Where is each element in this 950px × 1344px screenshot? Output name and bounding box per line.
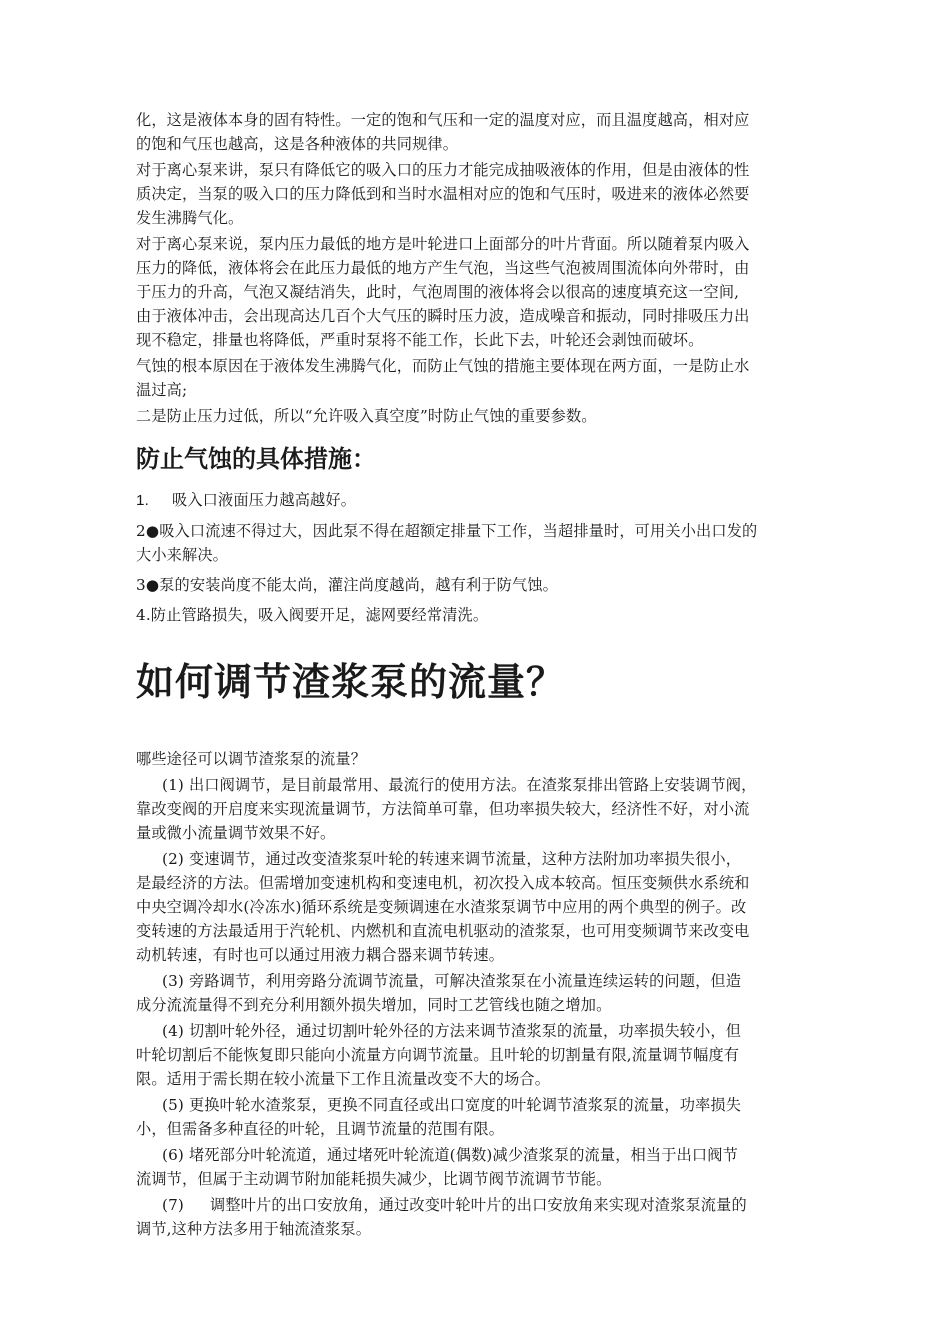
- method-number: (7): [162, 1196, 184, 1214]
- text-line: 质决定，当泵的吸入口的压力降低到和当时水温相对应的饱和气压时，吸进来的液体必然要: [136, 185, 750, 203]
- text-line: (2) 变速调节，通过改变渣浆泵叶轮的转速来调节流量，这种方法附加功率损失很小，: [162, 850, 742, 868]
- paragraph-suction: [136, 158, 826, 230]
- method-bypass: [136, 969, 826, 1017]
- text-line: 成分流流量得不到充分利用额外损失增加，同时工艺管线也随之增加。: [136, 996, 612, 1014]
- text-line: 发生沸腾气化。: [136, 209, 244, 227]
- text-line: 温过高;: [136, 381, 188, 399]
- text-line: [136, 1193, 826, 1217]
- text-line: 压力的降低，液体将会在此压力最低的地方产生气泡，当这些气泡被周围流体向外带时，由: [136, 259, 750, 277]
- method-speed-control: [136, 847, 826, 967]
- text-line: 流调节，但属于主动调节附加能耗损失减少，比调节阀节流调节节能。: [136, 1170, 612, 1188]
- text-line: 化，这是液体本身的固有特性。一定的饱和气压和一定的温度对应，而且温度越高，相对应: [136, 111, 750, 129]
- text-line: 的饱和气压也越高，这是各种液体的共同规律。: [136, 135, 459, 153]
- list-number: 1.: [136, 492, 149, 509]
- text-line: (1) 出口阀调节，是目前最常用、最流行的使用方法。在渣浆泵排出管路上安装调节阀，: [162, 776, 757, 794]
- method-block-channels: [136, 1143, 826, 1191]
- list-item: 3●泵的安装尚度不能太尚，灌注尚度越尚，越有利于防气蚀。: [136, 576, 558, 594]
- text-line: 叶轮切割后不能恢复即只能向小流量方向调节流量。且叶轮的切割量有限,流量调节幅度有: [136, 1046, 740, 1064]
- method-outlet-valve: [136, 773, 826, 845]
- text-line: 小，但需备多种直径的叶轮，且调节流量的范围有限。: [136, 1120, 505, 1138]
- heading-cavitation-measures: 防止气蚀的具体措施：: [136, 444, 376, 473]
- document-page: [136, 108, 826, 1243]
- method-impeller-trim: [136, 1019, 826, 1091]
- method-blade-angle: [136, 1193, 826, 1241]
- paragraph-vapor-pressure: [136, 108, 826, 156]
- text-line: (5) 更换叶轮水渣浆泵，更换不同直径或出口宽度的叶轮调节渣浆泵的流量，功率损失: [162, 1096, 742, 1114]
- text-line: 调节,这种方法多用于轴流渣浆泵。: [136, 1220, 372, 1238]
- text-line: 2●吸入口流速不得过大，因此泵不得在超额定排量下工作，当超排量时，可用关小出口发的: [136, 522, 758, 540]
- text-line: 由于液体冲击，会出现高达几百个大气压的瞬时压力波，造成噪音和振动，同时排吸压力出: [136, 307, 750, 325]
- text-line: 对于离心泵来说，泵内压力最低的地方是叶轮进口上面部分的叶片背面。所以随着泵内吸入: [136, 235, 750, 253]
- text-line: 是最经济的方法。但需增加变速机构和变速电机，初次投入成本较高。恒压变频供水系统和: [136, 874, 750, 892]
- text-line: 大小来解决。: [136, 546, 229, 564]
- method-text: 调整叶片的出口安放角，通过改变叶轮叶片的出口安放角来实现对渣浆泵流量的: [210, 1196, 747, 1214]
- text-line: 限。适用于需长期在较小流量下工作且流量改变不大的场合。: [136, 1070, 551, 1088]
- list-item: [136, 519, 826, 567]
- heading-flow-regulation: 如何调节渣浆泵的流量？: [136, 659, 566, 704]
- paragraph-root-cause: [136, 354, 826, 402]
- text-line: 气蚀的根本原因在于液体发生沸腾气化，而防止气蚀的措施主要体现在两方面，一是防止水: [136, 357, 750, 375]
- paragraph-pressure: [136, 404, 826, 428]
- text-line: 二是防止压力过低，所以“允许吸入真空度”时防止气蚀的重要参数。: [136, 407, 597, 425]
- text-line: 于压力的升高，气泡又凝结消失，此时，气泡周围的液体将会以很高的速度填充这一空间,: [136, 283, 740, 301]
- list-item-text: 吸入口液面压力越高越好。: [172, 491, 357, 509]
- text-line: (3) 旁路调节，利用旁路分流调节流量，可解决渣浆泵在小流量连续运转的问题，但造: [162, 972, 742, 990]
- text-line: 对于离心泵来讲，泵只有降低它的吸入口的压力才能完成抽吸液体的作用，但是由液体的性: [136, 161, 750, 179]
- section-flow-methods: [136, 747, 826, 1241]
- paragraph-cavitation-mechanism: [136, 232, 826, 352]
- list-item: [136, 488, 826, 513]
- text-line: 量或微小流量调节效果不好。: [136, 824, 336, 842]
- text-line: 动机转速，有时也可以通过用液力耦合器来调节转速。: [136, 946, 505, 964]
- text-line: 中央空调冷却水(冷冻水)循环系统是变频调速在水渣浆泵调节中应用的两个典型的例子。改: [136, 898, 747, 916]
- text-line: 变转速的方法最适用于汽轮机、内燃机和直流电机驱动的渣浆泵，也可用变频调节来改变电: [136, 922, 750, 940]
- intro-line: 哪些途径可以调节渣浆泵的流量？: [136, 750, 367, 768]
- text-line: 现不稳定，排量也将降低，严重时泵将不能工作，长此下去，叶轮还会剥蚀而破坏。: [136, 331, 704, 349]
- measures-list: [136, 488, 826, 627]
- text-line: (6) 堵死部分叶轮流道，通过堵死叶轮流道(偶数)减少渣浆泵的流量，相当于出口阀节: [162, 1146, 738, 1164]
- list-item: 4.防止管路损失，吸入阀要开足，滤网要经常清洗。: [136, 606, 489, 624]
- text-line: (4) 切割叶轮外径，通过切割叶轮外径的方法来调节渣浆泵的流量，功率损失较小，但: [162, 1022, 742, 1040]
- method-replace-impeller: [136, 1093, 826, 1141]
- text-line: 靠改变阀的开启度来实现流量调节，方法简单可靠，但功率损失较大，经济性不好，对小流: [136, 800, 750, 818]
